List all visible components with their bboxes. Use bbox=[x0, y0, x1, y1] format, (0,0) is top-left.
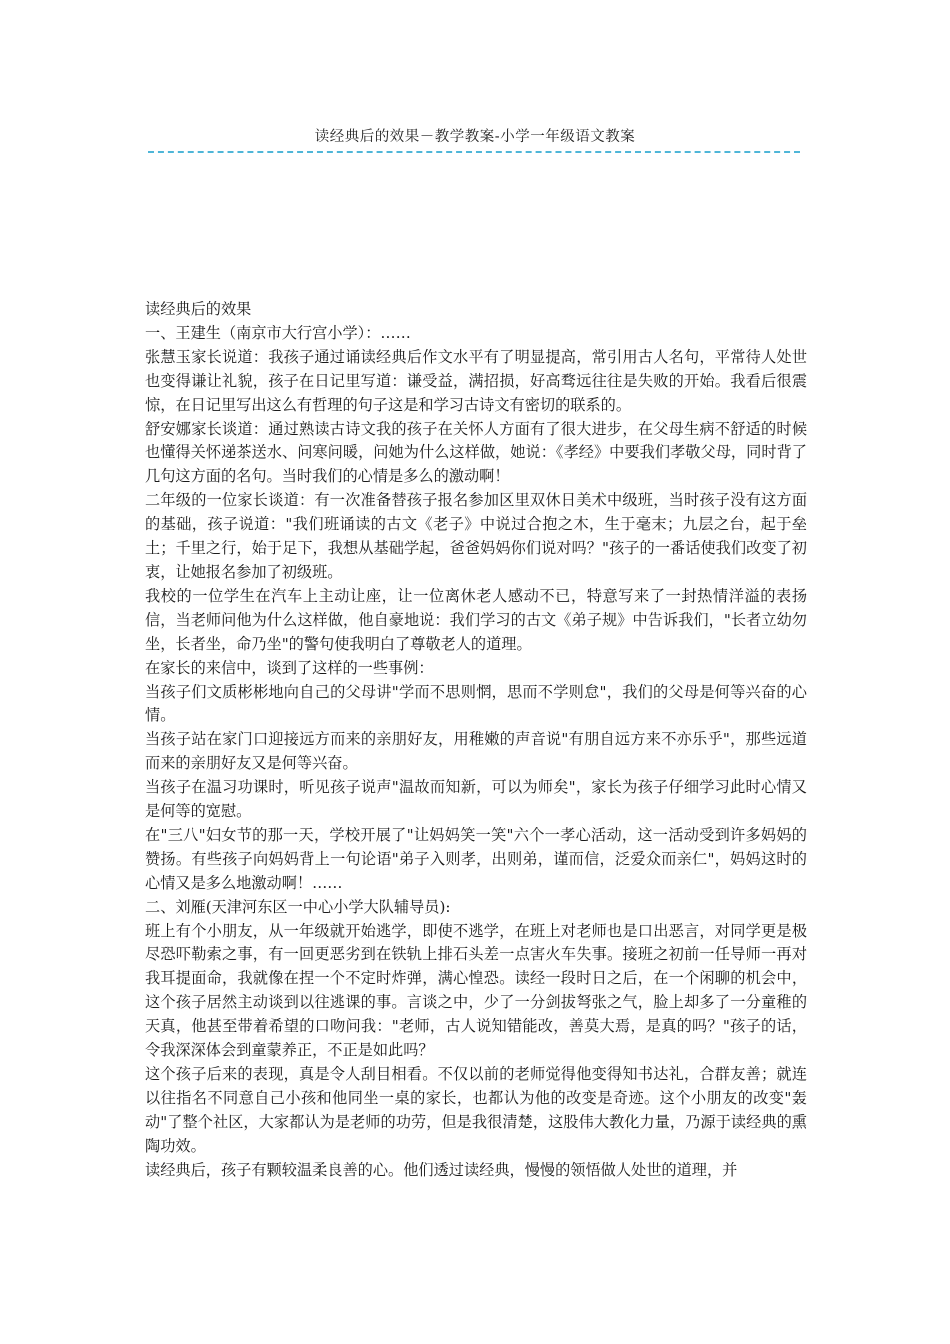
paragraph: 舒安娜家长谈道：通过熟读古诗文我的孩子在关怀人方面有了很大进步，在父母生病不舒适的时候也懂得关怀递茶送水、问寒问暖，问她为什么这样做，她说：《孝经》中要我们孝敬父母，同时背了几句这方面的名句。当时我们的心情是多么的激动啊！ bbox=[145, 419, 807, 486]
section-heading-2: 二、刘雁(天津河东区一中心小学大队辅导员): bbox=[145, 897, 451, 916]
paragraph: 我校的一位学生在汽车上主动让座，让一位离休老人感动不已，特意写来了一封热情洋溢的表扬信，当老师问他为什么这样做，他自豪地说：我们学习的古文《弟子规》中告诉我们，"长者立幼勿坐，长者坐，命乃坐"的警句使我明白了尊敬老人的道理。 bbox=[145, 586, 807, 653]
document-header bbox=[0, 127, 950, 147]
paragraph: 张慧玉家长说道：我孩子通过诵读经典后作文水平有了明显提高，常引用古人名句，平常待人处世也变得谦让礼貌，孩子在日记里写道：谦受益，满招损，好高骛远往往是失败的开始。我看后很震惊，在日记里写出这么有哲理的句子这是和学习古诗文有密切的联系的。 bbox=[145, 347, 807, 414]
paragraph: 班上有个小朋友，从一年级就开始逃学，即使不逃学，在班上对老师也是口出恶言，对同学更是极尽恐吓勒索之事，有一回更恶劣到在铁轨上排石头差一点害火车失事。接班之初前一任导师一再对我耳提面命，我就像在捏一个不定时炸弹，满心惶恐。读经一段时日之后，在一个闲聊的机会中，这个孩子居然主动谈到以往逃课的事。言谈之中，少了一分剑拔弩张之气，脸上却多了一分童稚的天真，他甚至带着希望的口吻问我："老师，古人说知错能改，善莫大焉，是真的吗？"孩子的话，令我深深体会到童蒙养正，不正是如此吗？ bbox=[145, 921, 807, 1060]
title-dashed-divider bbox=[148, 151, 800, 153]
paragraph: 当孩子们文质彬彬地向自己的父母讲"学而不思则惘，思而不学则怠"，我们的父母是何等兴奋的心情。 bbox=[145, 682, 807, 725]
paragraph: 二年级的一位家长谈道：有一次准备替孩子报名参加区里双休日美术中级班，当时孩子没有这方面的基础，孩子说道："我们班诵读的古文《老子》中说过合抱之木，生于毫末；九层之台，起于垒土；千里之行，始于足下，我想从基础学起，爸爸妈妈你们说对吗？"孩子的一番话使我们改变了初衷，让她报名参加了初级班。 bbox=[145, 491, 807, 581]
paragraph: 在"三八"妇女节的那一天，学校开展了"让妈妈笑一笑"六个一孝心活动，这一活动受到许多妈妈的赞扬。有些孩子向妈妈背上一句论语"弟子入则孝，出则弟，谨而信，泛爱众而亲仁"，妈妈这时的心情又是多么地激动啊！…… bbox=[145, 825, 807, 892]
article-heading: 读经典后的效果 bbox=[145, 300, 252, 318]
paragraph: 这个孩子后来的表现，真是令人刮目相看。不仅以前的老师觉得他变得知书达礼，合群友善；就连以往指名不同意自己小孩和他同坐一桌的家长，也都认为他的改变是奇迹。这个小朋友的改变"轰动"了整个社区，大家都认为是老师的功劳，但是我很清楚，这股伟大教化力量，乃源于读经典的熏陶功效。 bbox=[145, 1065, 807, 1155]
paragraph: 当孩子在温习功课时，听见孩子说声"温故而知新，可以为师矣"，家长为孩子仔细学习此时心情又是何等的宽慰。 bbox=[145, 778, 807, 821]
article-body bbox=[145, 298, 807, 1183]
section-heading-1: 一、王建生（南京市大行宫小学）：…… bbox=[145, 323, 411, 342]
paragraph: 读经典后，孩子有颗较温柔良善的心。他们透过读经典，慢慢的领悟做人处世的道理，并 bbox=[145, 1160, 738, 1179]
paragraph: 当孩子站在家门口迎接远方而来的亲朋好友，用稚嫩的声音说"有朋自远方来不亦乐乎"，那些远道而来的亲朋好友又是何等兴奋。 bbox=[145, 730, 807, 773]
document-title: 读经典后的效果－教学教案-小学一年级语文教案 bbox=[314, 129, 636, 145]
paragraph: 在家长的来信中，谈到了这样的一些事例： bbox=[145, 658, 434, 677]
